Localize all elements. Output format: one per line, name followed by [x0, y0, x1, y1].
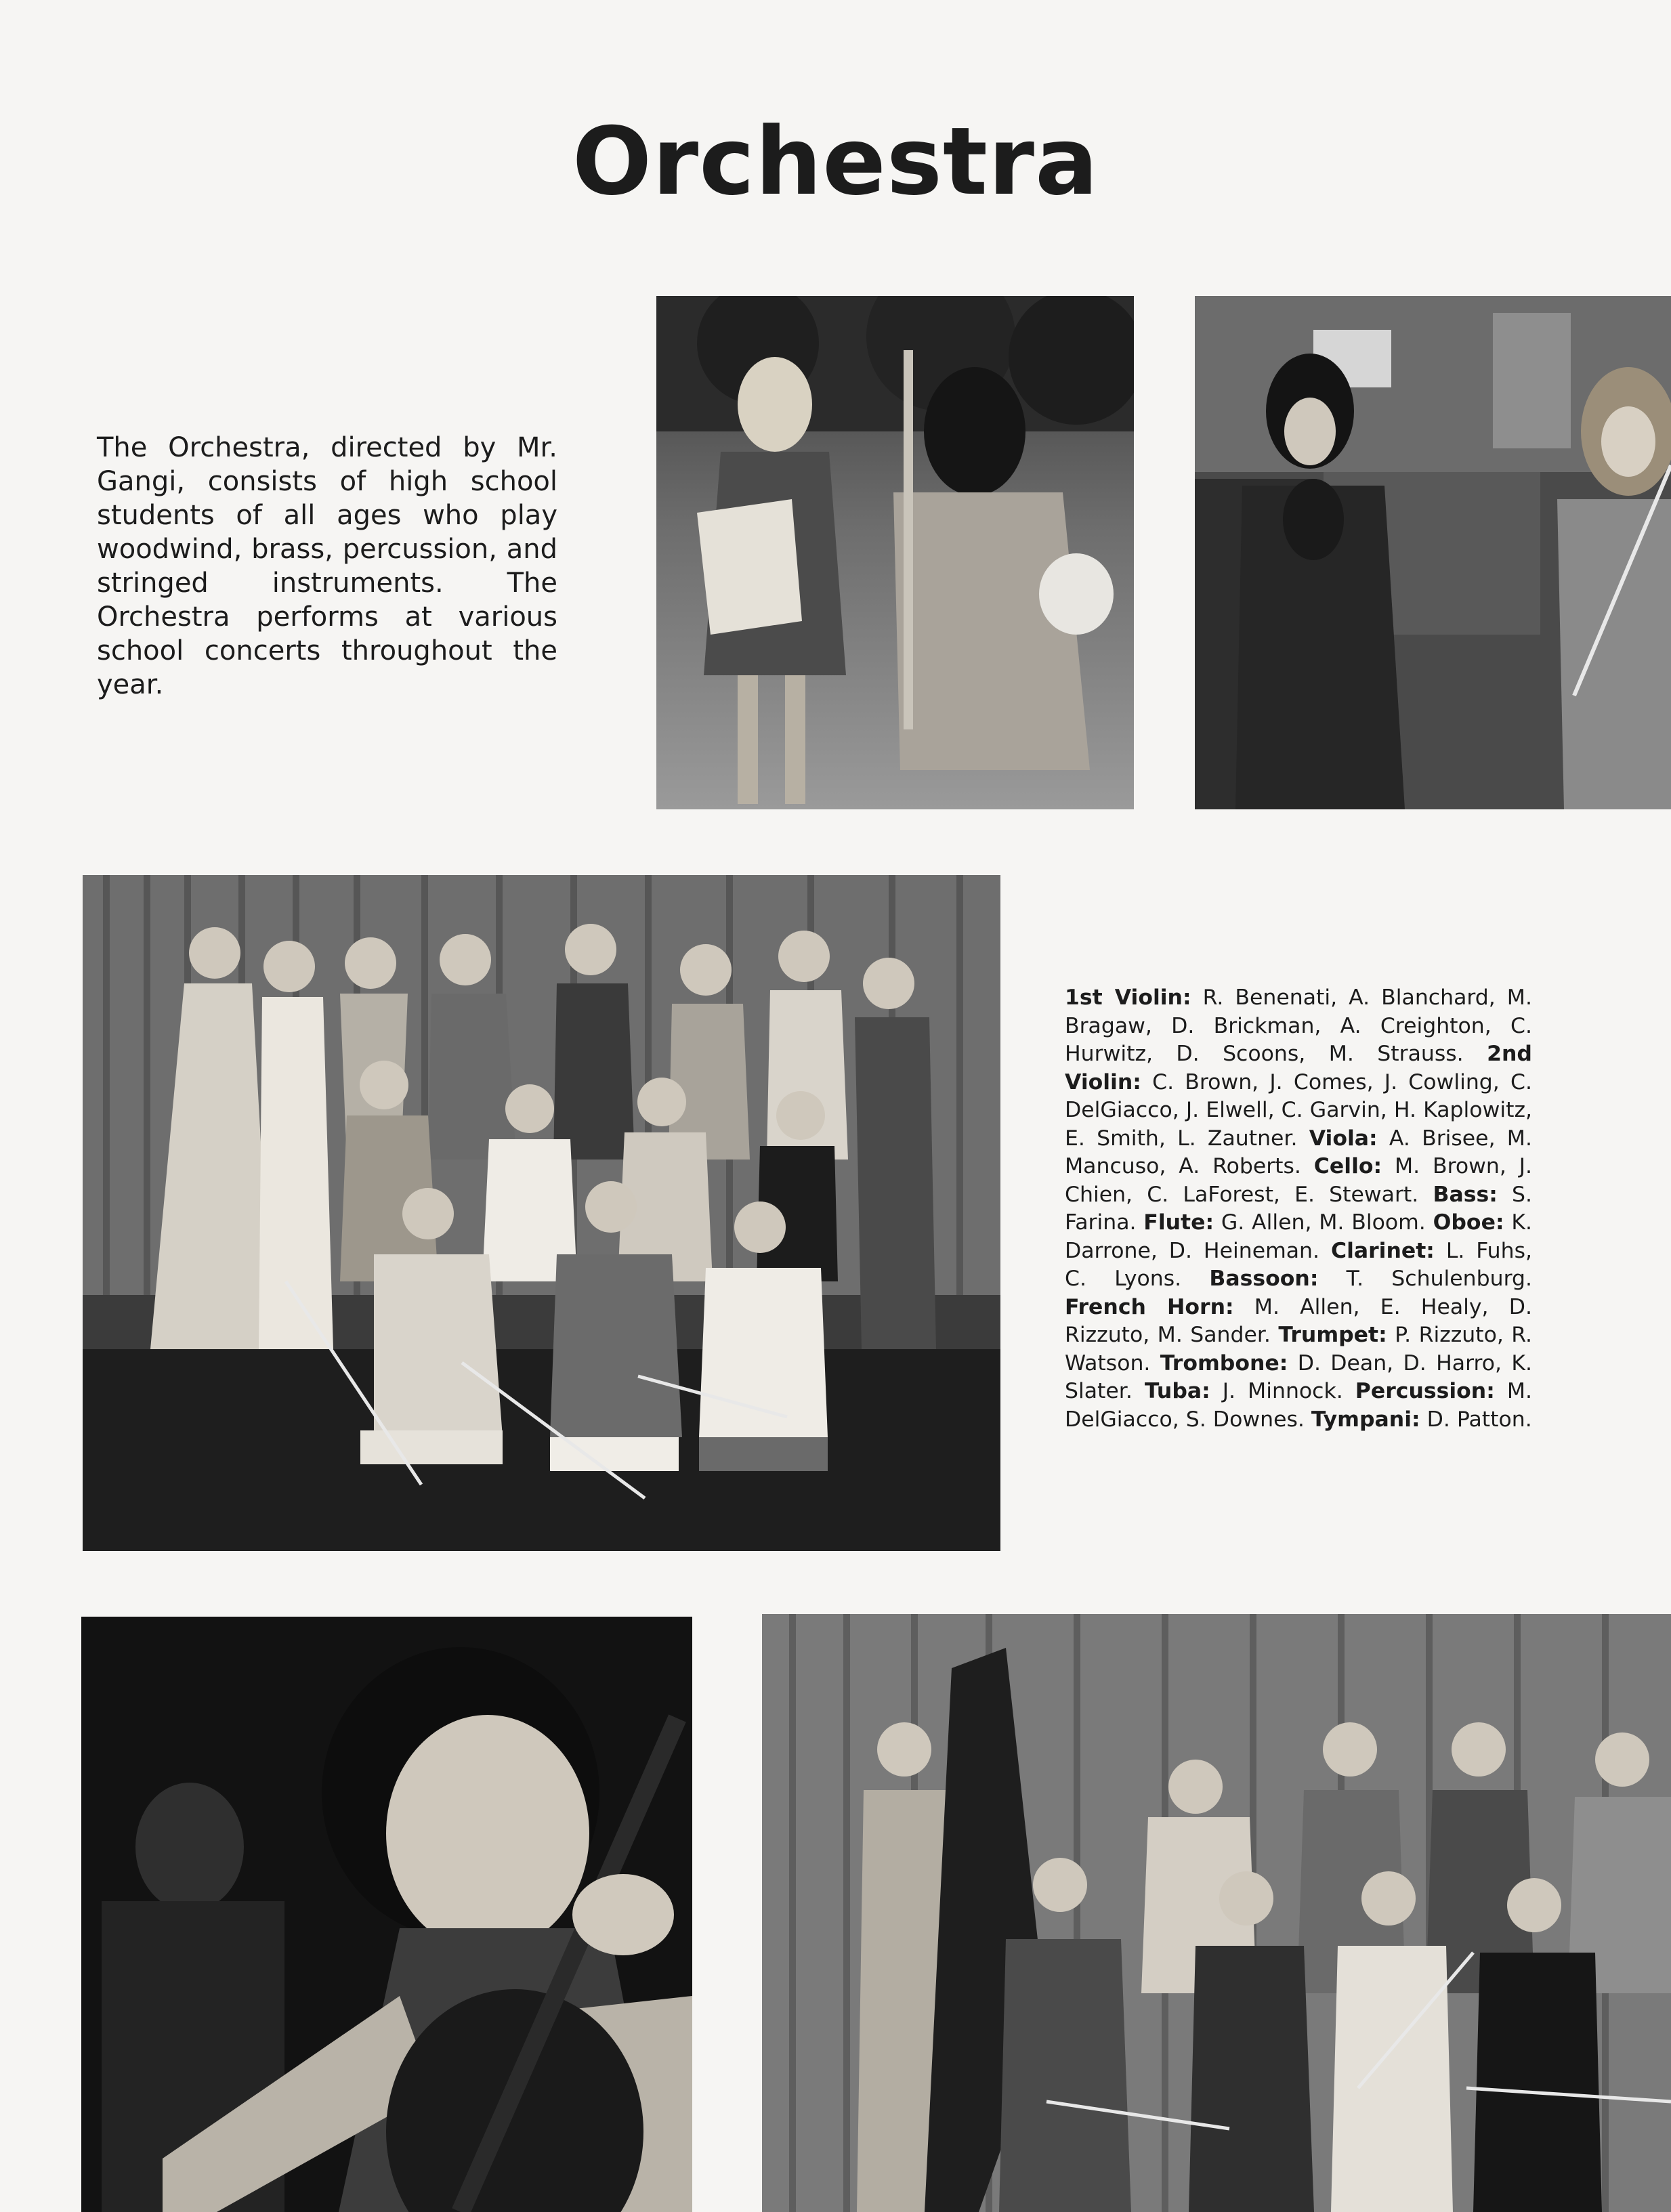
roster-section-label: Oboe:: [1433, 1210, 1504, 1235]
roster-names: T. Schulenburg.: [1346, 1267, 1533, 1291]
photo-orchestra-group: [83, 875, 1000, 1551]
photo-violinists-indoor: [1195, 296, 1671, 809]
roster-names: M. Allen, E. Healy, D. Rizzuto, M. Sander.: [1065, 1294, 1532, 1347]
roster-names: S. Farina.: [1065, 1182, 1533, 1235]
roster-names: A. Brisee, M. Mancuso, A. Roberts.: [1065, 1126, 1532, 1178]
roster-names: M. DelGiacco, S. Downes.: [1065, 1379, 1533, 1432]
photo-outdoor-students: [656, 296, 1134, 809]
roster-names: K. Darrone, D. Heineman.: [1065, 1210, 1532, 1263]
roster-section-label: Trumpet:: [1278, 1323, 1387, 1347]
roster-names: C. Brown, J. Comes, J. Cowling, C. DelGiacco, J. Elwell, C. Garvin, H. Kaplowitz, E. Smith, L. Zautner.: [1065, 1069, 1533, 1151]
roster-list: [1065, 984, 1532, 1434]
roster-names: G. Allen, M. Bloom.: [1221, 1210, 1426, 1235]
roster-section-label: Bass:: [1433, 1182, 1498, 1207]
roster-section-label: Percussion:: [1355, 1379, 1495, 1403]
roster-section-label: Tuba:: [1144, 1379, 1210, 1403]
roster-names: D. Dean, D. Harro, K. Slater.: [1065, 1350, 1532, 1403]
roster-section-label: Clarinet:: [1330, 1238, 1435, 1263]
roster-section-label: Bassoon:: [1209, 1267, 1319, 1291]
roster-section-label: French Horn:: [1065, 1294, 1234, 1319]
photo-cellist-closeup: [81, 1617, 692, 2212]
roster-section-label: Flute:: [1143, 1210, 1214, 1235]
roster-section-label: Tympani:: [1311, 1407, 1420, 1432]
roster-names: J. Minnock.: [1222, 1379, 1343, 1403]
roster-names: D. Patton.: [1426, 1407, 1532, 1432]
roster-section-label: Viola:: [1309, 1126, 1378, 1151]
page-title: Orchestra: [572, 107, 1099, 216]
roster-section-label: Cello:: [1313, 1154, 1382, 1178]
roster-section-label: 2nd Violin:: [1065, 1042, 1532, 1094]
intro-paragraph: The Orchestra, directed by Mr. Gangi, consists of high school students of all ages who play woodwind, brass, percussion, and stringed instruments. The Orchestra performs at various school concerts throughout the year.: [97, 432, 557, 700]
roster-names: L. Fuhs, C. Lyons.: [1065, 1238, 1533, 1291]
roster-names: M. Brown, J. Chien, C. LaForest, E. Stewart.: [1065, 1154, 1533, 1207]
roster-names: R. Benenati, A. Blanchard, M. Bragaw, D. Brickman, A. Creighton, C. Hurwitz, D. Scoons, M. Strauss.: [1065, 985, 1532, 1066]
roster-section-label: Trombone:: [1160, 1350, 1288, 1376]
photo-string-section: [762, 1614, 1671, 2212]
roster-section-label: 1st Violin:: [1065, 985, 1191, 1010]
roster-names: P. Rizzuto, R. Watson.: [1065, 1323, 1533, 1376]
